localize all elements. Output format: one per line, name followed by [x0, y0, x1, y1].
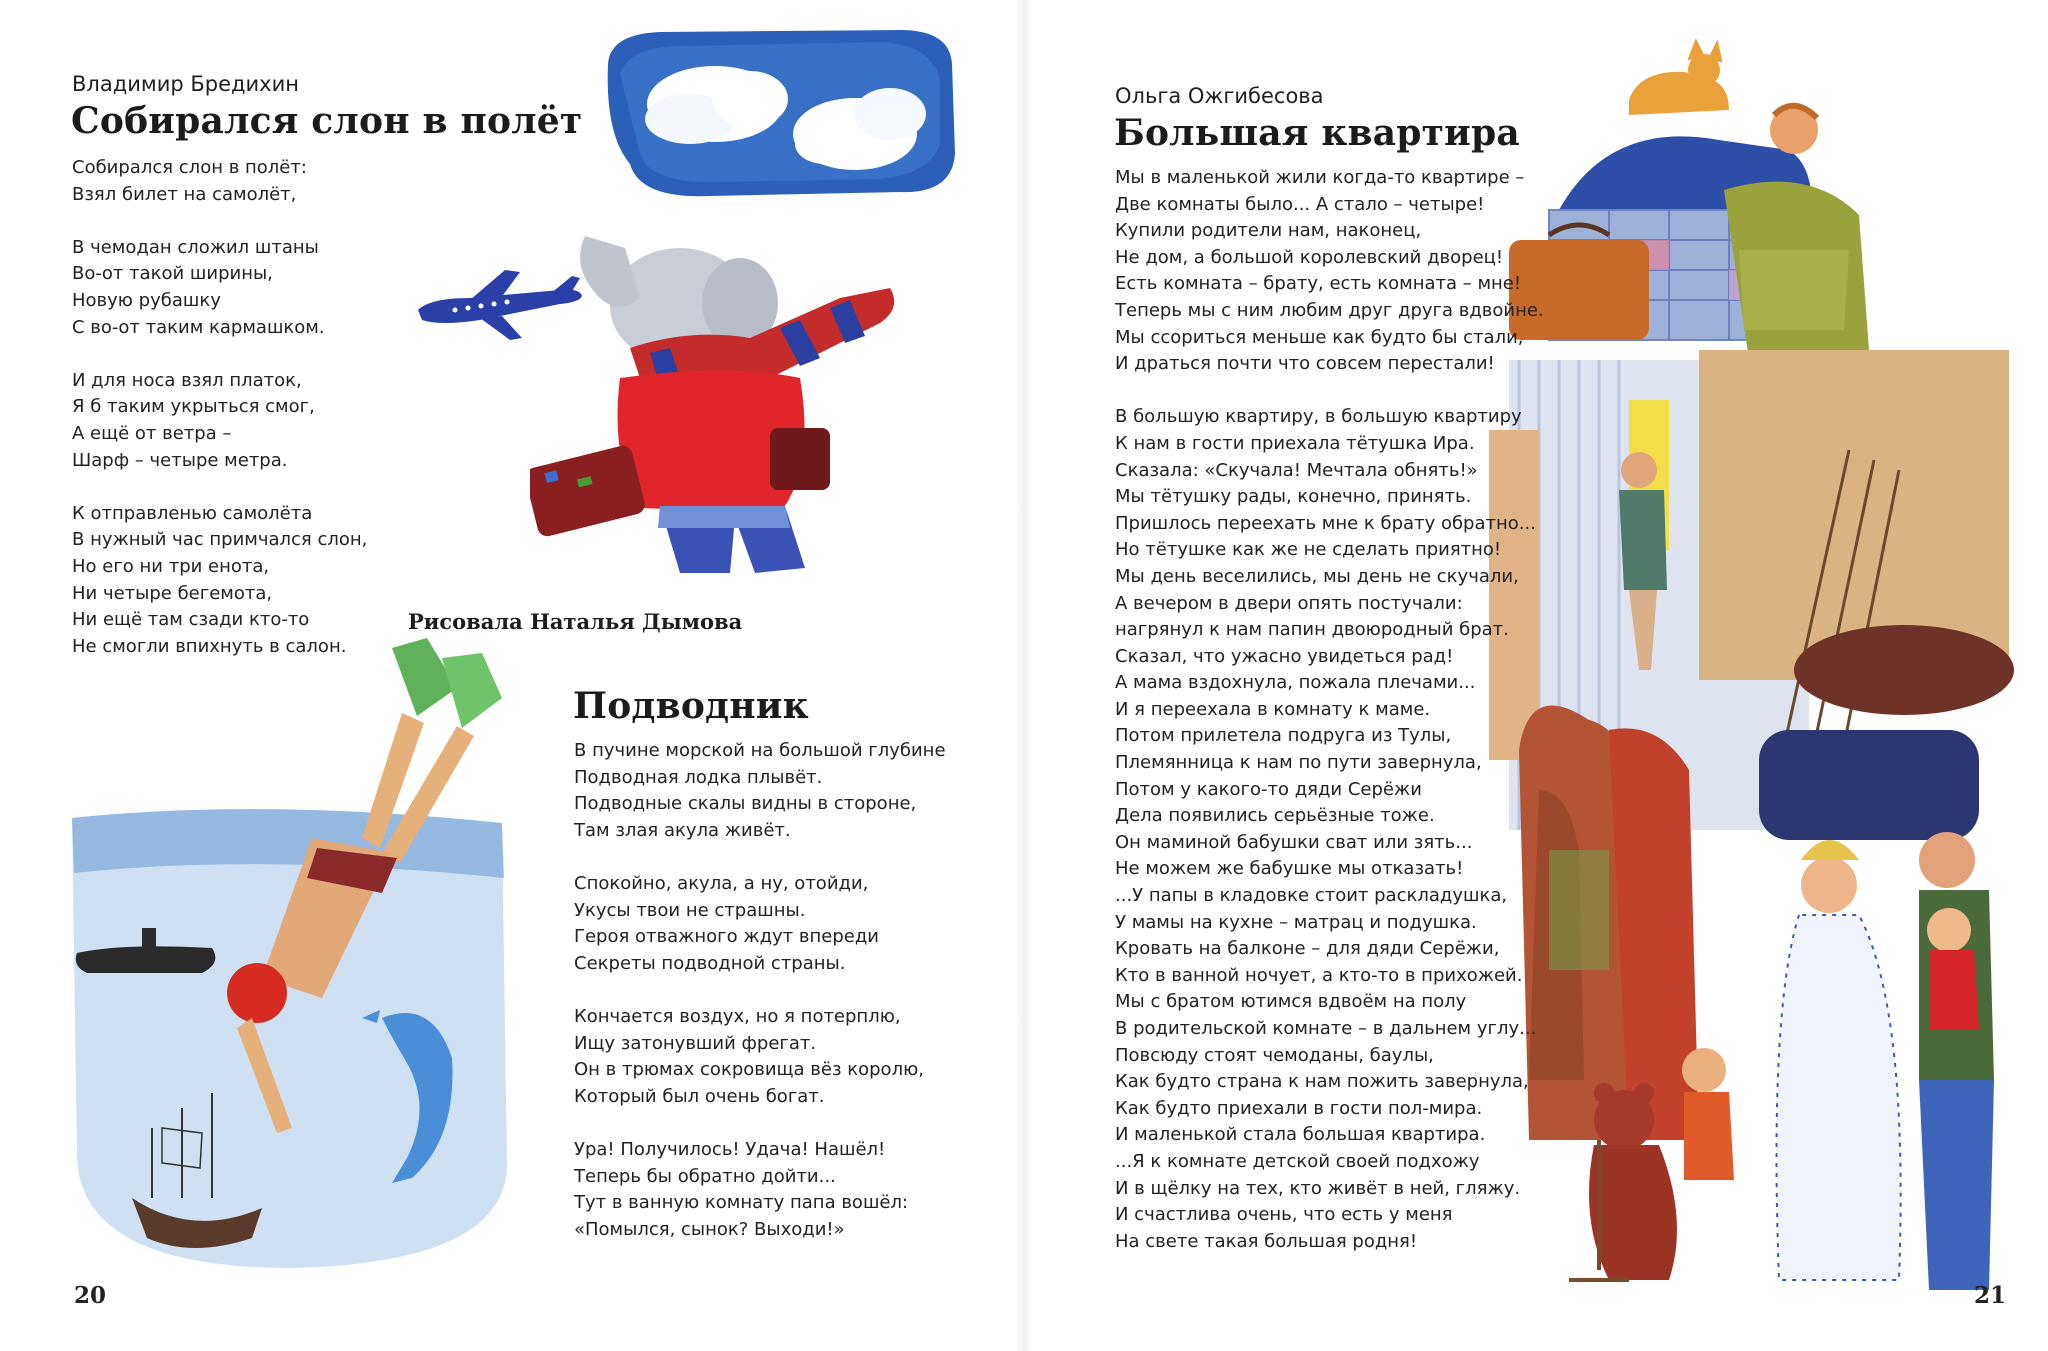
- poem-line: И маленькой стала большая квартира.: [1115, 1124, 1486, 1146]
- poem-line: А вечером в двери опять постучали:: [1115, 592, 1463, 614]
- poem-line: Потом прилетела подруга из Тулы,: [1115, 725, 1452, 747]
- luggage-and-family-illustration: [1489, 30, 2034, 1330]
- right-page: [1024, 0, 2048, 1351]
- poem-line: В пучине морской на большой глубине: [574, 740, 946, 761]
- poem-line: Я б таким укрыться смог,: [72, 396, 315, 418]
- poem-line: А мама вздохнула, пожала плечами...: [1115, 672, 1476, 694]
- poem1-text: [72, 155, 367, 660]
- poem-line: Теперь мы с ним любим друг друга вдвойне.: [1115, 299, 1544, 321]
- poem-line: Ищу затонувший фрегат.: [574, 1032, 817, 1054]
- poem-line: Героя отважного ждут впереди: [574, 926, 879, 948]
- poem-line: Секреты подводной страны.: [574, 952, 846, 974]
- poem-line: К нам в гости приехала тётушка Ира.: [1115, 432, 1475, 454]
- poem-line: К отправленью самолёта: [72, 502, 313, 524]
- poem-line: Дела появились серьёзные тоже.: [1115, 805, 1435, 827]
- poem-line: С во-от таким кармашком.: [72, 316, 325, 338]
- poem-line: И в щёлку на тех, кто живёт в ней, гляжу.: [1115, 1177, 1521, 1199]
- poem-line: У мамы на кухне – матрац и подушка.: [1115, 911, 1477, 933]
- poem-line: В чемодан сложил штаны: [72, 236, 319, 258]
- page-number-left: 20: [74, 1282, 107, 1309]
- poem-line: Повсюду стоят чемоданы, баулы,: [1115, 1044, 1434, 1066]
- poem-line: Он в трюмах сокровища вёз королю,: [574, 1059, 924, 1081]
- poem-line: Шарф – четыре метра.: [72, 449, 288, 471]
- poem-line: Он маминой бабушки сват или зять...: [1115, 831, 1473, 853]
- poem-line: В большую квартиру, в большую квартиру: [1115, 406, 1522, 428]
- poem-line: Как будто приехали в гости пол-мира.: [1115, 1097, 1483, 1119]
- poem-line: нагрянул к нам папин двоюродный брат.: [1115, 619, 1509, 641]
- poem3-text: [1115, 165, 1544, 1255]
- poem-line: Две комнаты было... А стало – четыре!: [1115, 193, 1485, 215]
- poem-line: Племянница к нам по пути завернула,: [1115, 752, 1482, 774]
- poem-line: Собирался слон в полёт:: [72, 157, 307, 178]
- poem-line: И драться почти что совсем перестали!: [1115, 353, 1495, 375]
- poem-line: Сказал, что ужасно увидеться рад!: [1115, 645, 1454, 667]
- poem3-title: Большая квартира: [1114, 112, 1520, 154]
- poem-line: «Помылся, сынок? Выходи!»: [574, 1218, 845, 1240]
- poem-line: Взял билет на самолёт,: [72, 183, 297, 205]
- illustrator-credit: Рисовала Наталья Дымова: [408, 609, 743, 634]
- poem-line: Мы тётушку рады, конечно, принять.: [1115, 486, 1472, 508]
- poem-line: Не дом, а большой королевский дворец!: [1115, 246, 1504, 268]
- poem-line: Потом у какого-то дяди Серёжи: [1115, 778, 1422, 800]
- poem-line: Мы ссориться меньше как будто бы стали,: [1115, 326, 1524, 348]
- poem-line: ...У папы в кладовке стоит раскладушка,: [1115, 885, 1508, 907]
- poem-line: И для носа взял платок,: [72, 369, 302, 391]
- poem-line: Подводные скалы видны в стороне,: [574, 793, 917, 815]
- poem-line: Не смогли впихнуть в салон.: [72, 635, 347, 657]
- diver-illustration: [62, 638, 522, 1278]
- poem-line: Подводная лодка плывёт.: [574, 766, 823, 788]
- poem-line: Мы день веселились, мы день не скучали,: [1115, 565, 1519, 587]
- poem-line: Новую рубашку: [72, 289, 221, 311]
- poem-line: Который был очень богат.: [574, 1085, 825, 1107]
- poem1-author: Владимир Бредихин: [72, 72, 299, 96]
- poem1-title: Собирался слон в полёт: [71, 100, 583, 142]
- poem-line: ...Я к комнате детской своей подхожу: [1115, 1150, 1480, 1172]
- poem-line: В родительской комнате – в дальнем углу...: [1115, 1018, 1537, 1039]
- poem3-author: Ольга Ожгибесова: [1115, 84, 1324, 108]
- poem2-title: Подводник: [573, 685, 809, 727]
- poem-line: Теперь бы обратно дойти...: [574, 1165, 836, 1187]
- poem-line: Укусы твои не страшны.: [574, 899, 806, 921]
- poem-line: Сказала: «Скучала! Мечтала обнять!»: [1115, 459, 1478, 481]
- poem-line: Мы с братом ютимся вдвоём на полу: [1115, 991, 1467, 1013]
- poem-line: Не можем же бабушке мы отказать!: [1115, 858, 1464, 880]
- poem-line: Во-от такой ширины,: [72, 263, 273, 285]
- poem-line: Тут в ванную комнату папа вошёл:: [574, 1192, 909, 1214]
- poem-line: Купили родители нам, наконец,: [1115, 220, 1422, 242]
- poem-line: Ни четыре бегемота,: [72, 582, 273, 604]
- poem-line: Ни ещё там сзади кто-то: [72, 609, 310, 631]
- poem-line: Пришлось переехать мне к брату обратно...: [1115, 512, 1536, 534]
- poem-line: И счастлива очень, что есть у меня: [1115, 1204, 1453, 1226]
- poem-line: А ещё от ветра –: [72, 422, 232, 444]
- poem-line: Кровать на балконе – для дяди Серёжи,: [1115, 938, 1500, 960]
- page-number-right: 21: [1974, 1282, 2007, 1309]
- poem-line: Есть комната – брату, есть комната – мне!: [1115, 273, 1522, 295]
- poem-line: Как будто страна к нам пожить завернула,: [1115, 1071, 1529, 1093]
- poem-line: Спокойно, акула, а ну, отойди,: [574, 872, 869, 894]
- poem-line: Ура! Получилось! Удача! Нашёл!: [574, 1138, 886, 1160]
- elephant-illustration: [530, 228, 950, 598]
- poem-line: Кто в ванной ночует, а кто-то в прихожей.: [1115, 964, 1523, 986]
- poem-line: И я переехала в комнату к маме.: [1115, 698, 1431, 720]
- poem-line: Мы в маленькой жили когда-то квартире –: [1115, 167, 1525, 188]
- poem-line: Но его ни три енота,: [72, 555, 270, 577]
- clouds-illustration: [600, 24, 960, 204]
- poem2-text: [574, 738, 946, 1243]
- poem-line: Там злая акула живёт.: [574, 819, 791, 841]
- poem-line: На свете такая большая родня!: [1115, 1230, 1418, 1252]
- poem-line: Но тётушке как же не сделать приятно!: [1115, 539, 1502, 561]
- poem-line: В нужный час примчался слон,: [72, 529, 368, 551]
- poem-line: Кончается воздух, но я потерплю,: [574, 1005, 901, 1027]
